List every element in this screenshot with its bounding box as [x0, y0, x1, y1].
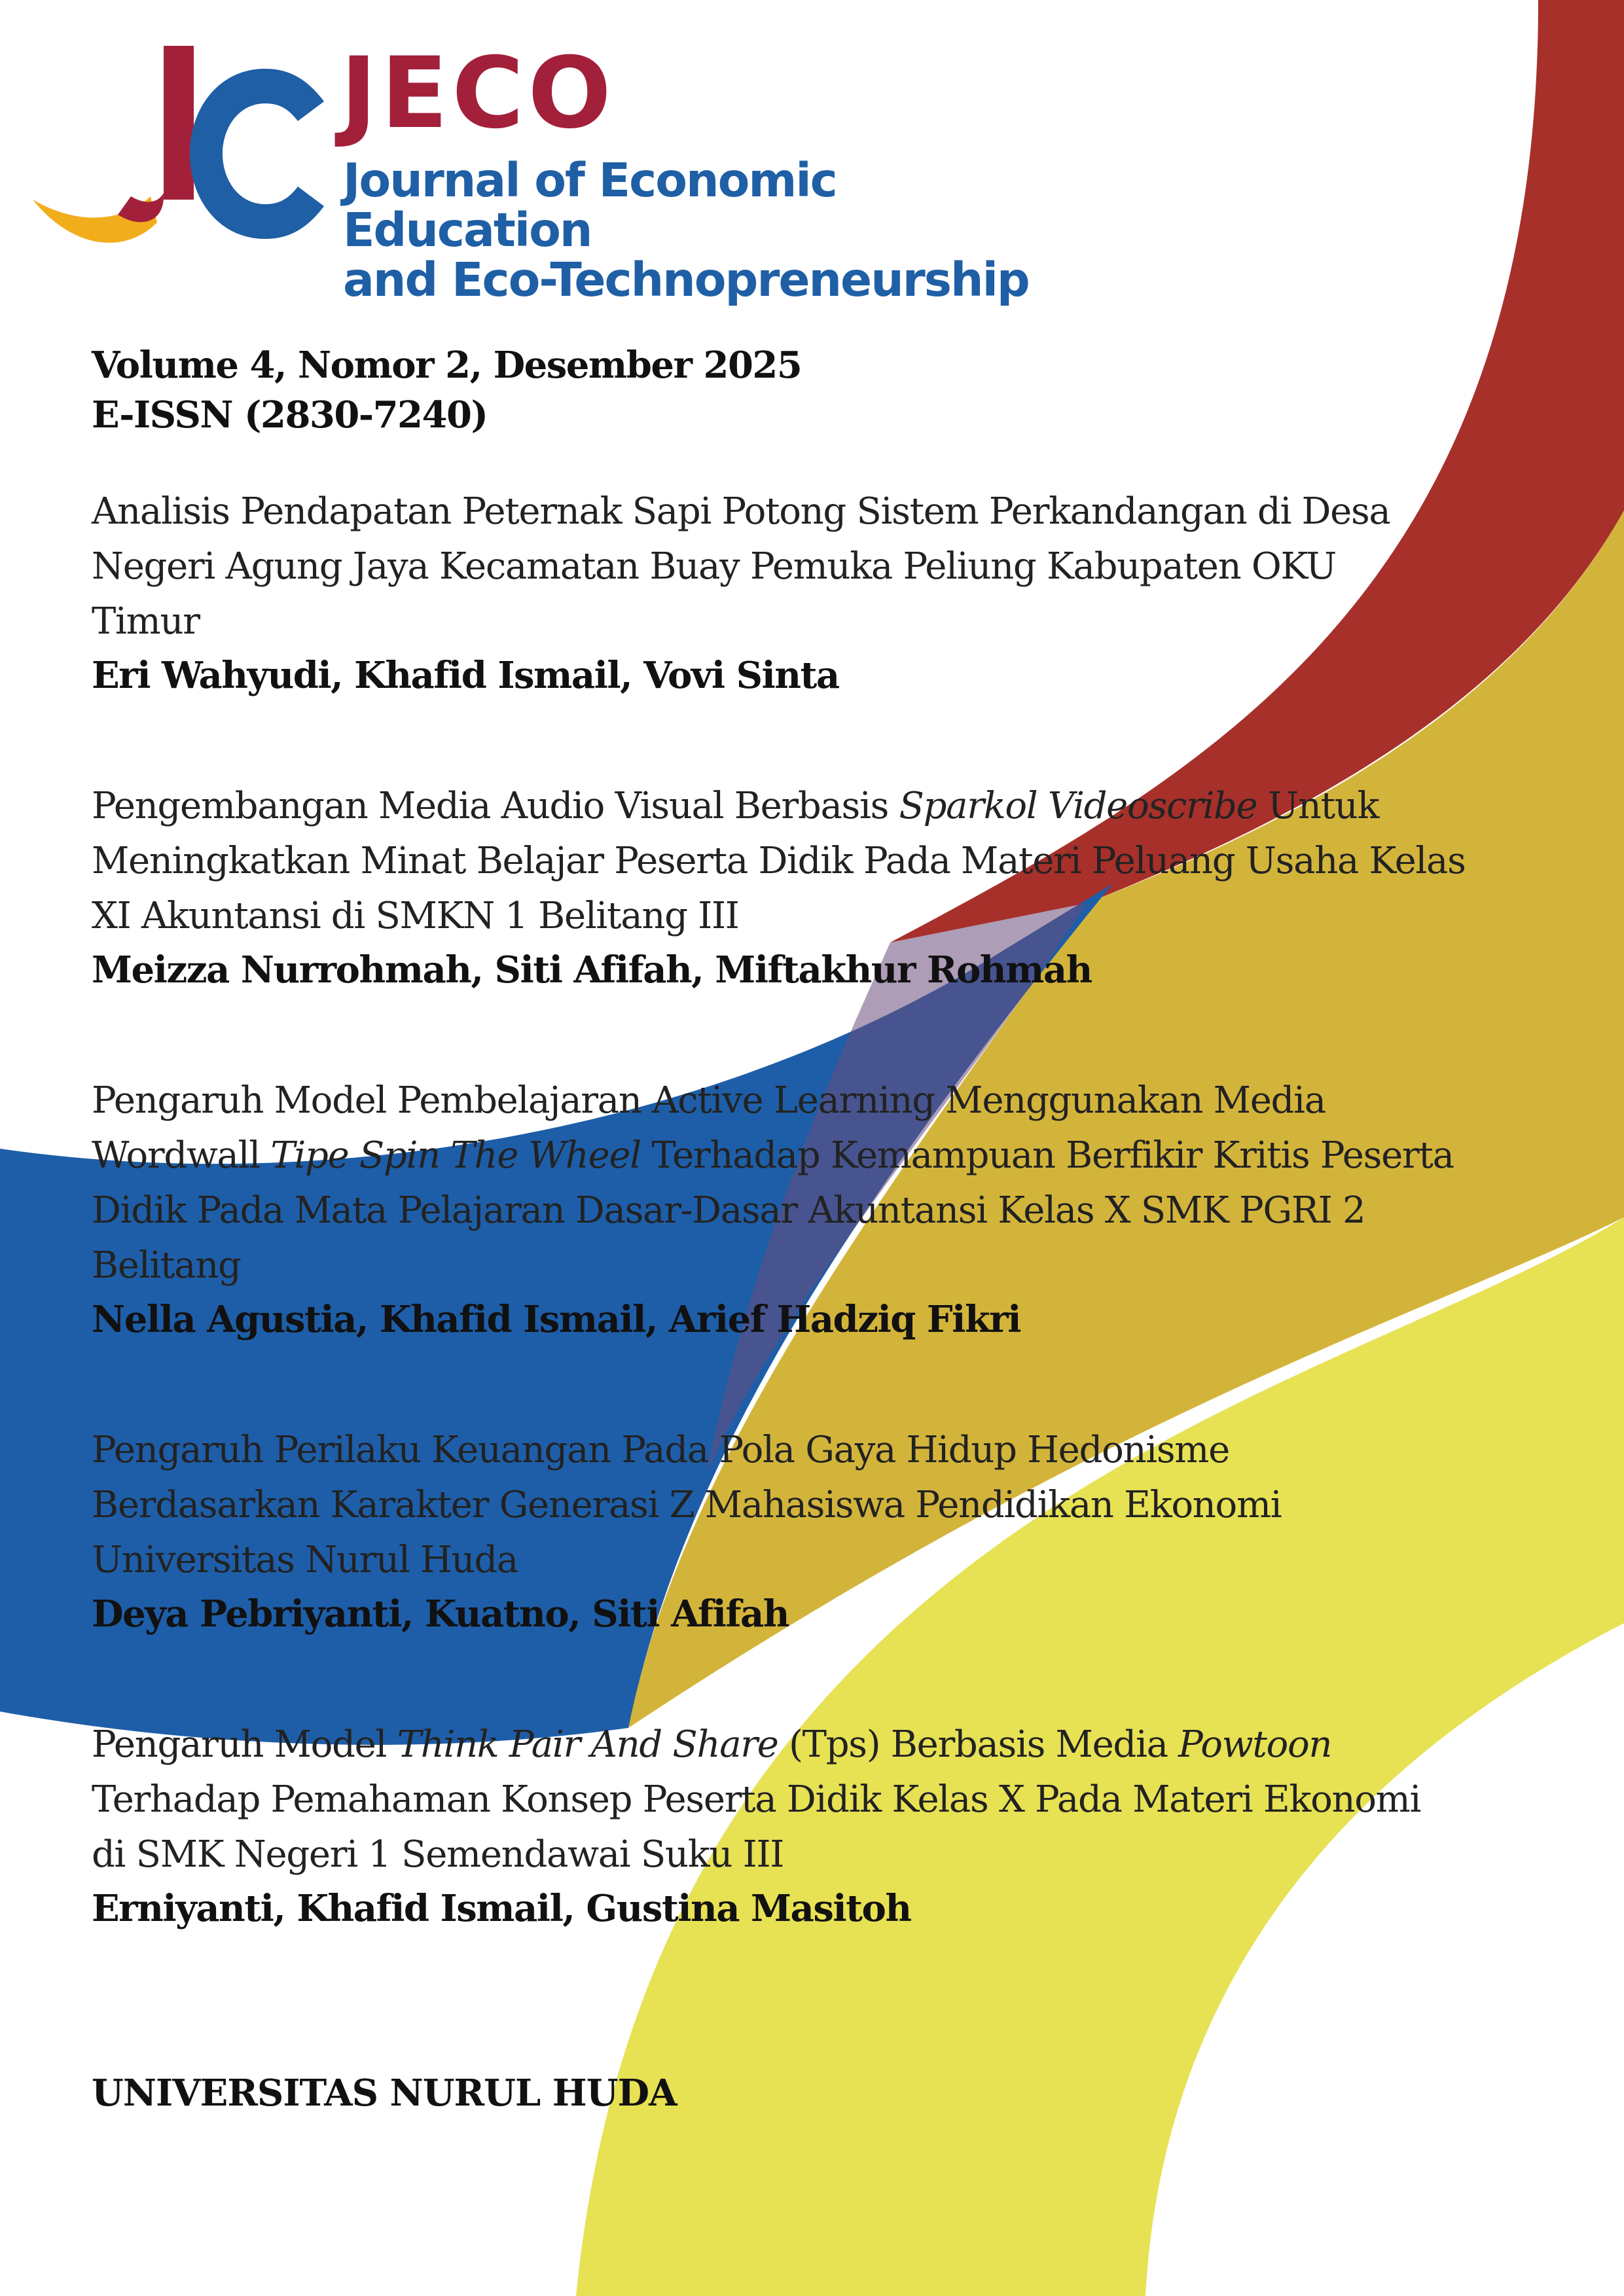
- journal-full-name: [343, 153, 1074, 307]
- title-line: [92, 1423, 1571, 1478]
- title-fragment: Didik Pada Mata Pelajaran Dasar-Dasar Akuntansi Kelas X SMK PGRI 2: [92, 1189, 1365, 1232]
- article-title: [92, 779, 1571, 944]
- publisher-name: UNIVERSITAS NURUL HUDA: [92, 2072, 677, 2115]
- title-line: [92, 1533, 1571, 1588]
- title-line: [92, 779, 1571, 834]
- journal-acronym: JECO: [340, 37, 615, 151]
- title-fragment: Pengaruh Model: [92, 1723, 397, 1766]
- article-authors: Meizza Nurrohmah, Siti Afifah, Miftakhur Rohmah: [92, 948, 1092, 992]
- title-fragment: Pengembangan Media Audio Visual Berbasis: [92, 785, 899, 827]
- article-title: [92, 484, 1571, 649]
- article-title: [92, 1423, 1571, 1588]
- title-line: [92, 1478, 1571, 1533]
- title-fragment: Wordwall: [92, 1134, 271, 1177]
- title-fragment: Pengaruh Perilaku Keuangan Pada Pola Gaya Hidup Hedonisme: [92, 1429, 1229, 1471]
- title-line: [92, 1073, 1571, 1128]
- title-fragment: Terhadap Kemampuan Berfikir Kritis Peserta: [640, 1134, 1454, 1177]
- title-fragment: Meningkatkan Minat Belajar Peserta Didik Pada Materi Peluang Usaha Kelas: [92, 840, 1466, 882]
- title-fragment: Negeri Agung Jaya Kecamatan Buay Pemuka Peliung Kabupaten OKU: [92, 545, 1336, 588]
- title-line: [92, 484, 1571, 539]
- title-fragment: Untuk: [1257, 785, 1379, 827]
- article-authors: Eri Wahyudi, Khafid Ismail, Vovi Sinta: [92, 654, 839, 697]
- title-line: [92, 1772, 1571, 1827]
- title-line: [92, 594, 1571, 649]
- issn: E-ISSN (2830-7240): [92, 393, 488, 437]
- title-fragment: di SMK Negeri 1 Semendawai Suku III: [92, 1833, 784, 1876]
- article-title: [92, 1717, 1571, 1882]
- title-fragment: XI Akuntansi di SMKN 1 Belitang III: [92, 895, 739, 937]
- title-fragment: (Tps) Berbasis Media: [778, 1723, 1179, 1766]
- article-title: [92, 1073, 1571, 1293]
- journal-logo: [26, 37, 1074, 307]
- title-fragment: Terhadap Pemahaman Konsep Peserta Didik Kelas X Pada Materi Ekonomi: [92, 1778, 1421, 1821]
- article-entry: [92, 1423, 1571, 1640]
- volume-number: Volume 4, Nomor 2, Desember 2025: [92, 344, 802, 387]
- title-fragment: Universitas Nurul Huda: [92, 1539, 518, 1581]
- article-entry: [92, 1717, 1571, 1935]
- article-entry: [92, 779, 1571, 996]
- title-fragment: Berdasarkan Karakter Generasi Z Mahasiswa Pendidikan Ekonomi: [92, 1484, 1282, 1526]
- title-line: [92, 1238, 1571, 1293]
- title-fragment: Belitang: [92, 1244, 241, 1287]
- article-authors: Nella Agustia, Khafid Ismail, Arief Hadziq Fikri: [92, 1298, 1021, 1341]
- title-fragment: Pengaruh Model Pembelajaran Active Learning Menggunakan Media: [92, 1079, 1326, 1122]
- journal-name-line1: Journal of Economic Education: [343, 153, 837, 257]
- article-authors: Deya Pebriyanti, Kuatno, Siti Afifah: [92, 1592, 789, 1636]
- title-line: [92, 539, 1571, 594]
- article-entry: [92, 1073, 1571, 1346]
- table-of-contents: [92, 484, 1571, 2012]
- title-line: [92, 834, 1571, 889]
- title-fragment-italic: Sparkol Videoscribe: [899, 785, 1257, 827]
- title-fragment: Analisis Pendapatan Peternak Sapi Potong Sistem Perkandangan di Desa: [92, 490, 1390, 533]
- title-line: [92, 1827, 1571, 1882]
- title-fragment-italic: Think Pair And Share: [397, 1723, 778, 1766]
- journal-name-line2: and Eco-Technopreneurship: [343, 253, 1029, 307]
- title-fragment-italic: Tipe Spin The Wheel: [270, 1134, 641, 1177]
- title-fragment-italic: Powtoon: [1178, 1723, 1332, 1766]
- article-entry: [92, 484, 1571, 702]
- article-authors: Erniyanti, Khafid Ismail, Gustina Masitoh: [92, 1887, 911, 1930]
- issue-info: [92, 340, 801, 440]
- title-line: [92, 1128, 1571, 1183]
- jc-monogram-icon: [26, 39, 334, 275]
- title-line: [92, 889, 1571, 944]
- title-line: [92, 1717, 1571, 1772]
- title-fragment: Timur: [92, 600, 200, 643]
- title-line: [92, 1183, 1571, 1238]
